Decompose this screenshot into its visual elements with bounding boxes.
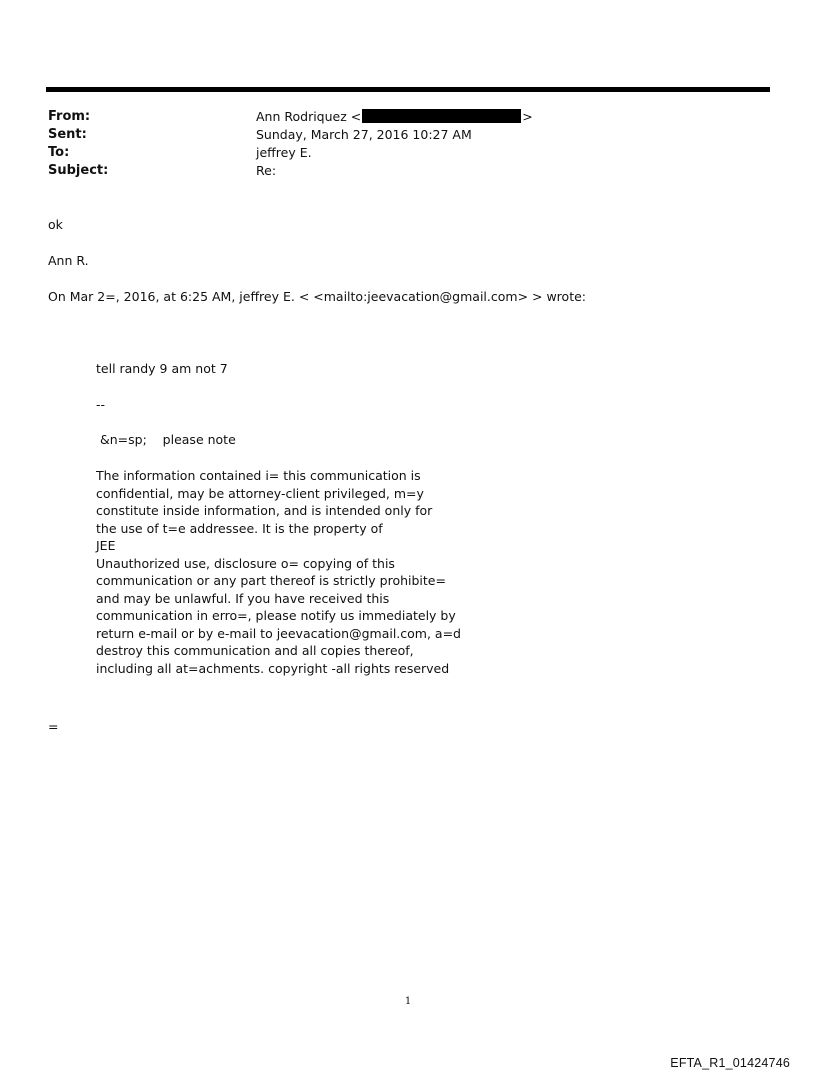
subject-label: Subject: (48, 163, 109, 178)
to-value: jeffrey E. (256, 145, 312, 160)
disclaimer-line: The information contained i= this communication is (96, 468, 421, 483)
trailing-marker: = (48, 719, 59, 734)
sender-name: Ann Rodriquez < (256, 109, 362, 124)
sent-row (48, 126, 748, 144)
reply-text: ok (48, 217, 63, 232)
disclaimer-line: constitute inside information, and is intended only for (96, 503, 433, 518)
sent-value: Sunday, March 27, 2016 10:27 AM (256, 127, 472, 142)
redaction-block (362, 109, 521, 123)
disclaimer-line: communication in erro=, please notify us immediately by (96, 608, 456, 623)
signature: Ann R. (48, 253, 89, 268)
to-row (48, 144, 748, 162)
disclaimer-line: communication or any part thereof is strictly prohibite= (96, 573, 446, 588)
confidentiality-disclaimer (96, 467, 461, 677)
disclaimer-line: and may be unlawful. If you have received this (96, 590, 390, 606)
disclaimer-line: confidential, may be attorney-client privileged, m=y (96, 485, 424, 501)
from-value (256, 108, 533, 126)
quoted-separator: -- (96, 397, 106, 412)
disclaimer-line: Unauthorized use, disclosure o= copying of this (96, 555, 395, 571)
subject-value: Re: (256, 163, 277, 178)
disclaimer-line: including all at=achments. copyright -all rights reserved (96, 660, 450, 676)
page-number: 1 (404, 996, 412, 1007)
email-header (48, 108, 748, 180)
from-label: From: (48, 109, 91, 124)
document-id: EFTA_R1_01424746 (670, 1056, 790, 1070)
header-divider (46, 87, 770, 92)
to-label: To: (48, 145, 70, 160)
quoted-message: tell randy 9 am not 7 (96, 361, 228, 376)
from-row (48, 108, 748, 126)
subject-row (48, 162, 748, 180)
disclaimer-line: destroy this communication and all copies thereof, (96, 643, 414, 658)
sender-close-bracket: > (522, 109, 533, 124)
quoted-note: &n=sp; please note (96, 432, 236, 447)
disclaimer-line: JEE (96, 538, 116, 553)
quote-intro: On Mar 2=, 2016, at 6:25 AM, jeffrey E. < <mailto:jeevacation@gmail.com> > wrote: (48, 289, 587, 304)
sent-label: Sent: (48, 127, 87, 142)
disclaimer-line: return e-mail or by e-mail to jeevacation@gmail.com, a=d (96, 625, 461, 641)
disclaimer-line: the use of t=e addressee. It is the property of (96, 520, 383, 536)
